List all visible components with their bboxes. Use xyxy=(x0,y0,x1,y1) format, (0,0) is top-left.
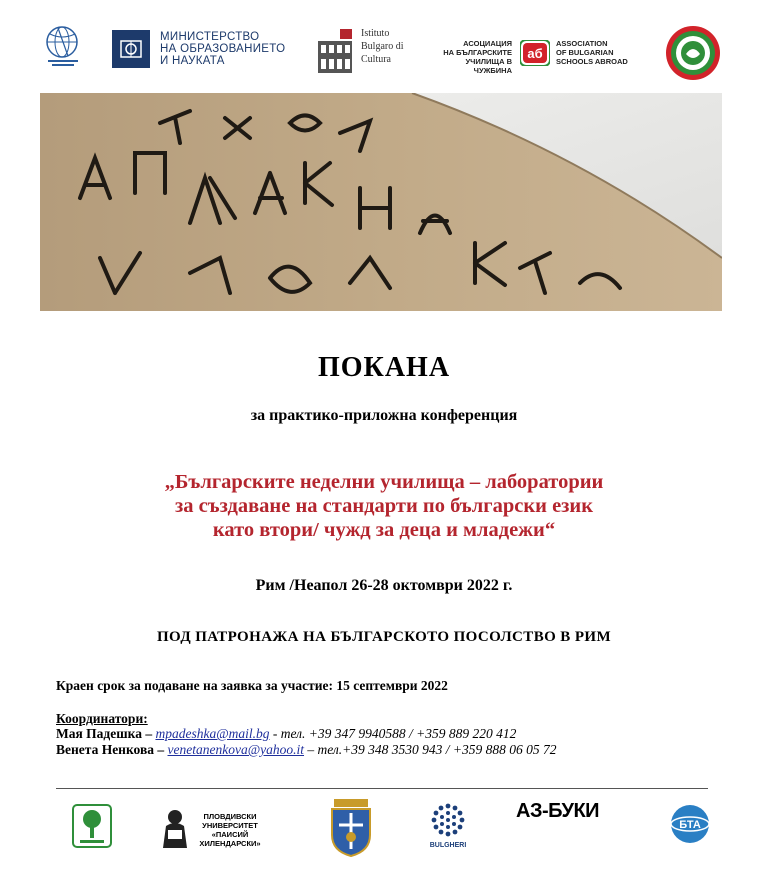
footer-divider xyxy=(56,788,708,789)
bulgheri-label: BULGHERI xyxy=(429,842,467,849)
place-and-date: Рим /Неапол 26-28 октомври 2022 г. xyxy=(255,577,513,594)
ab-badge-text: аб xyxy=(527,46,543,61)
subtitle: за практико-приложна конференция xyxy=(250,407,518,424)
ministry-name: МИНИСТЕРСТВО НА ОБРАЗОВАНИЕТО И НАУКАТА xyxy=(160,31,286,67)
association-name-en: ASSOCIATION OF BULGARIAN SCHOOLS ABROAD xyxy=(556,39,628,66)
paisii-university-name: ПЛОВДИВСКИ УНИВЕРСИТЕТ «ПАИСИЙ ХИЛЕНДАРСКИ» xyxy=(199,812,261,848)
theme-line: за създаване на стандарти по български език xyxy=(174,495,594,517)
azbuki-logo: АЗ-БУКИ xyxy=(516,800,600,822)
page-title: ПОКАНА xyxy=(317,352,451,383)
ministry-emblem-icon xyxy=(112,30,150,68)
coordinator-email-link[interactable]: venetanenkova@yahoo.it xyxy=(167,742,305,757)
theme-line: „Българските неделни училища – лаборатории xyxy=(164,471,604,493)
tree-logo-icon xyxy=(72,804,112,848)
patronage-line: ПОД ПАТРОНАЖА НА БЪЛГАРСКОТО ПОСОЛСТВО В РИМ xyxy=(156,629,612,645)
coat-of-arms-icon xyxy=(328,799,374,857)
coordinator-phones: – тел.+39 348 3530 943 / +359 888 06 05 72 xyxy=(304,742,557,757)
coordinators-heading: Координатори: xyxy=(56,711,148,726)
coordinator-name: Мая Падешка – xyxy=(56,726,156,741)
sunday-schools-seal-icon xyxy=(664,24,722,82)
application-deadline: Краен срок за подаване на заявка за участие: 15 септември 2022 xyxy=(56,678,448,693)
bulgheri-dots-icon xyxy=(430,802,466,838)
coordinator-row xyxy=(56,742,557,758)
cyrillic-letters-photo xyxy=(40,93,722,311)
institute-name: Istituto Bulgaro di Cultura xyxy=(361,28,404,65)
colosseum-logo-icon xyxy=(316,29,356,75)
conference-theme xyxy=(0,470,768,542)
association-name-bg: АСОЦИАЦИЯ НА БЪЛГАРСКИТЕ УЧИЛИЩА В ЧУЖБИНА xyxy=(443,39,512,75)
coordinator-phones: - тел. +39 347 9940588 / +359 889 220 412 xyxy=(269,726,517,741)
globe-logo-icon xyxy=(40,22,88,70)
theme-line: като втори/ чужд за деца и младежи“ xyxy=(212,519,556,541)
coordinator-name: Венета Ненкова – xyxy=(56,742,168,757)
coordinator-row xyxy=(56,726,516,742)
ab-badge-icon xyxy=(520,40,550,66)
paisii-figure-icon xyxy=(158,808,192,848)
bta-logo-icon xyxy=(670,804,710,844)
coordinator-email-link[interactable]: mpadeshka@mail.bg xyxy=(155,726,270,741)
bta-logo-text: БТА xyxy=(679,819,701,831)
